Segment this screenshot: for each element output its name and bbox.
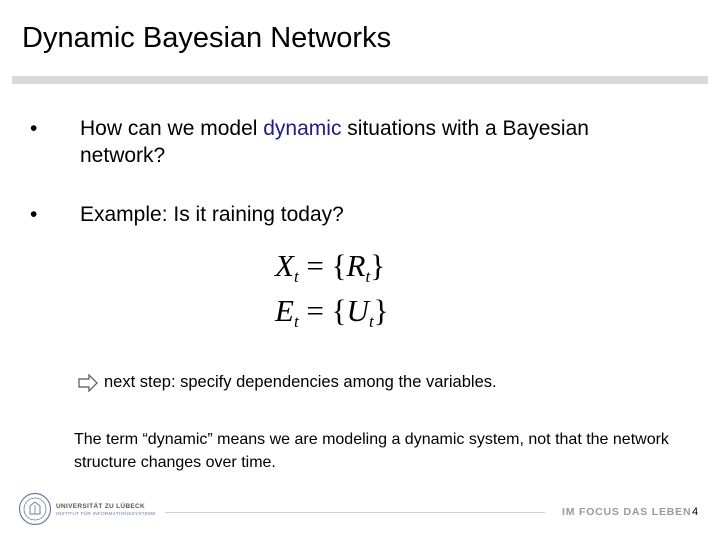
eq1-op: = (306, 248, 324, 283)
eq2-op: = (306, 293, 324, 328)
arrow-right-icon (78, 374, 98, 392)
eq2-var-sub: t (368, 312, 374, 331)
bullet-1-highlight: dynamic (263, 117, 342, 140)
eq2-close: } (373, 293, 389, 328)
institute-name: INSTITUT FÜR INFORMATIONSSYSTEME (56, 512, 156, 517)
equation-xt (275, 248, 385, 287)
slide-title: Dynamic Bayesian Networks (22, 22, 392, 54)
bullet-text-2: Example: Is it raining today? (80, 203, 344, 226)
eq1-var: R (346, 248, 366, 283)
eq2-lhs-sub: t (293, 312, 299, 331)
bullet-1-before: How can we model (80, 117, 264, 140)
university-name: UNIVERSITÄT ZU LÜBECK (56, 503, 145, 510)
footer-slogan: IM FOCUS DAS LEBEN (562, 506, 692, 518)
footer-rule (165, 512, 545, 513)
university-seal-icon (18, 492, 52, 526)
eq1-close: } (370, 248, 386, 283)
eq2-open: { (331, 293, 347, 328)
equation-et (275, 293, 389, 332)
dynamic-note: The term “dynamic” means we are modeling a dynamic system, not that the network structure changes over time. (74, 431, 669, 471)
title-rule (12, 76, 708, 84)
bullet-marker-1: • (30, 117, 38, 140)
bullet-text-1 (80, 115, 640, 169)
eq2-var: U (346, 293, 369, 328)
eq2-lhs: E (275, 293, 294, 328)
eq1-lhs-sub: t (293, 267, 299, 286)
eq1-lhs: X (275, 248, 294, 283)
arrow-note: next step: specify dependencies among the variables. (104, 373, 497, 391)
eq1-var-sub: t (365, 267, 371, 286)
page-number: 4 (692, 506, 699, 518)
eq1-open: { (331, 248, 347, 283)
bullet-marker-2: • (30, 203, 38, 226)
bullet-1-after: situations with a Bayesian network? (80, 117, 589, 167)
